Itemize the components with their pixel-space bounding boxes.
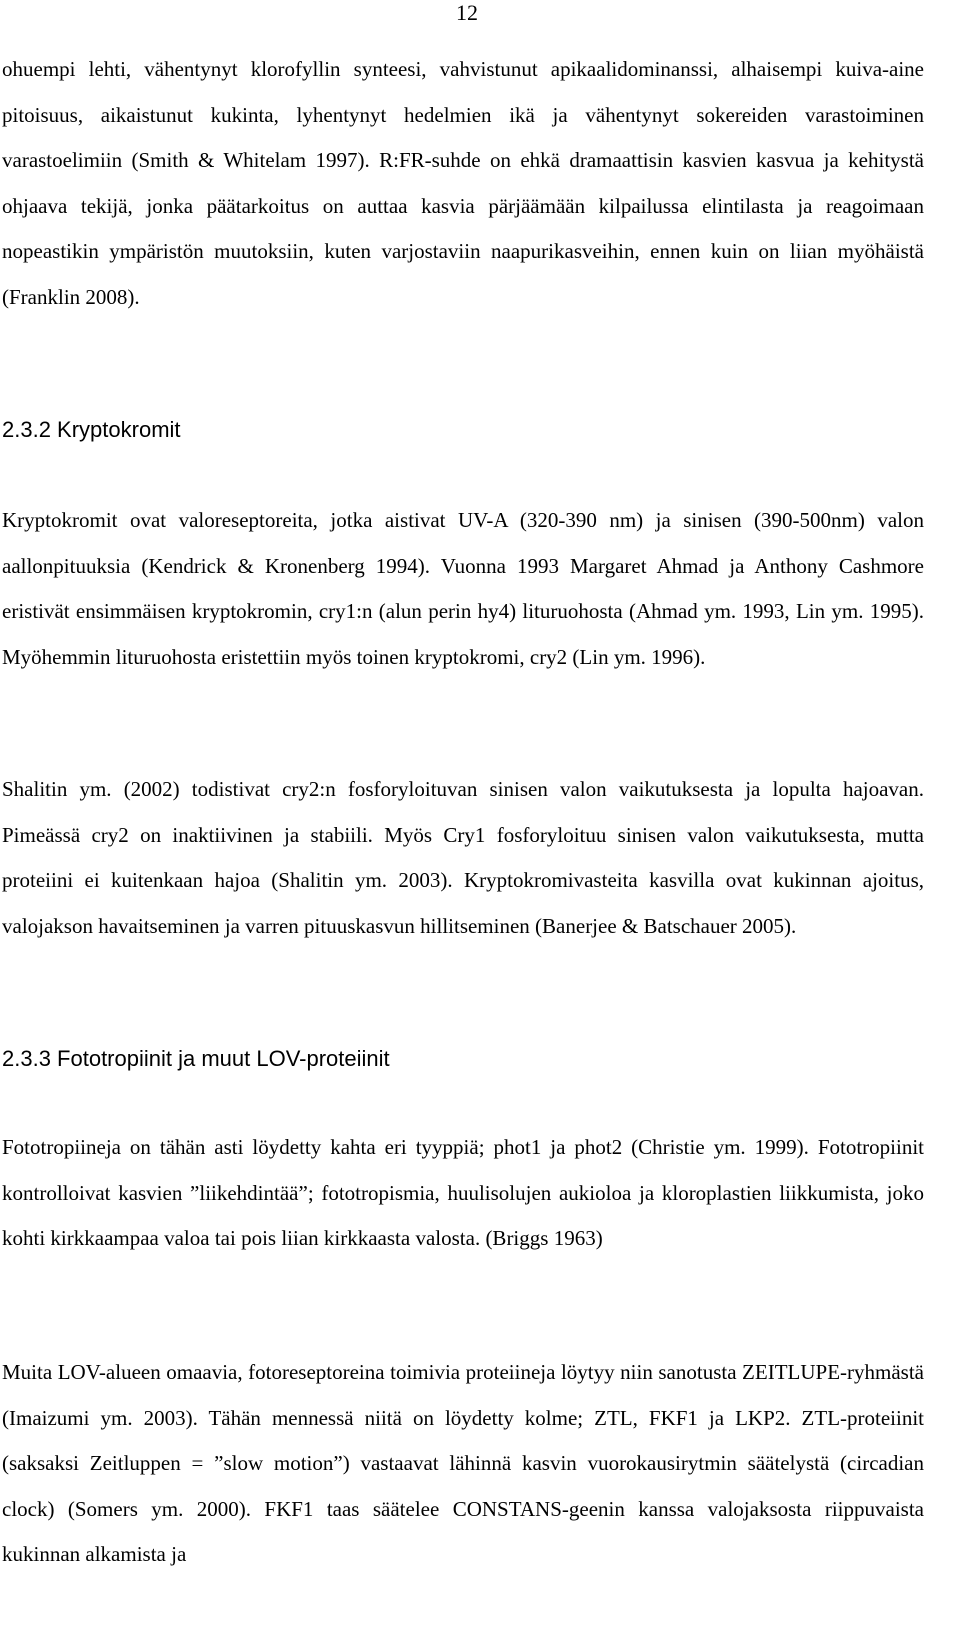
intro-paragraph: ohuempi lehti, vähentynyt klorofyllin synteesi, vahvistunut apikaalidominanssi, alhaisempi kuiva-aine pitoisuus, aikaistunut kukinta, lyhentynyt hedelmien ikä ja vähentynyt sokereiden varastoiminen varastoelimiin (Smith & Whitelam 1997). R:FR-suhde on ehkä dramaattisin kasvien kasvua ja kehitystä ohjaava tekijä, jonka päätarkoitus on auttaa kasvia pärjäämään kilpailussa elintilasta ja reagoimaan nopeastikin ympäristön muutoksiin, kuten varjostaviin naapurikasveihin, ennen kuin on liian myöhäistä (Franklin 2008). — [2, 57, 924, 309]
section-heading-kryptokromit: 2.3.2 Kryptokromit — [2, 417, 181, 442]
paragraph-fototropiinit-1: Fototropiineja on tähän asti löydetty kahta eri tyyppiä; phot1 ja phot2 (Christie ym. 1999). Fototropiinit kontrolloivat kasvien ”liikehdintää”; fototropismia, huulisolujen aukioloa ja kloroplastien liikkumista, joko kohti kirkkaampaa valoa tai pois liian kirkkaasta valosta. (Briggs 1963) — [2, 1135, 924, 1250]
paragraph-kryptokromit-1: Kryptokromit ovat valoreseptoreita, jotka aistivat UV-A (320-390 nm) ja sinisen (390-500nm) valon aallonpituuksia (Kendrick & Kronenberg 1994). Vuonna 1993 Margaret Ahmad ja Anthony Cashmore eristivät ensimmäisen kryptokromin, cry1:n (alun perin hy4) lituruohosta (Ahmad ym. 1993, Lin ym. 1995). Myöhemmin lituruohosta eristettiin myös toinen kryptokromi, cry2 (Lin ym. 1996). — [2, 508, 924, 669]
page-number: 12 — [456, 0, 478, 25]
section-heading-fototropiinit: 2.3.3 Fototropiinit ja muut LOV-proteiinit — [2, 1046, 390, 1071]
paragraph-kryptokromit-2: Shalitin ym. (2002) todistivat cry2:n fosforyloituvan sinisen valon vaikutuksesta ja lopulta hajoavan. Pimeässä cry2 on inaktiivinen ja stabiili. Myös Cry1 fosforyloituu sinisen valon vaikutuksesta, mutta proteiini ei kuitenkaan hajoa (Shalitin ym. 2003). Kryptokromivasteita kasvilla ovat kukinnan ajoitus, valojakson havaitseminen ja varren pituuskasvun hillitseminen (Banerjee & Batschauer 2005). — [2, 777, 924, 938]
paragraph-fototropiinit-2: Muita LOV-alueen omaavia, fotoreseptoreina toimivia proteiineja löytyy niin sanotusta ZEITLUPE-ryhmästä (Imaizumi ym. 2003). Tähän mennessä niitä on löydetty kolme; ZTL, FKF1 ja LKP2. ZTL-proteiinit (saksaksi Zeitluppen = ”slow motion”) vastaavat lähinnä kasvin vuorokausirytmin säätelystä (circadian clock) (Somers ym. 2000). FKF1 taas säätelee CONSTANS-geenin kanssa valojaksosta riippuvaista kukinnan alkamista ja — [2, 1360, 924, 1566]
